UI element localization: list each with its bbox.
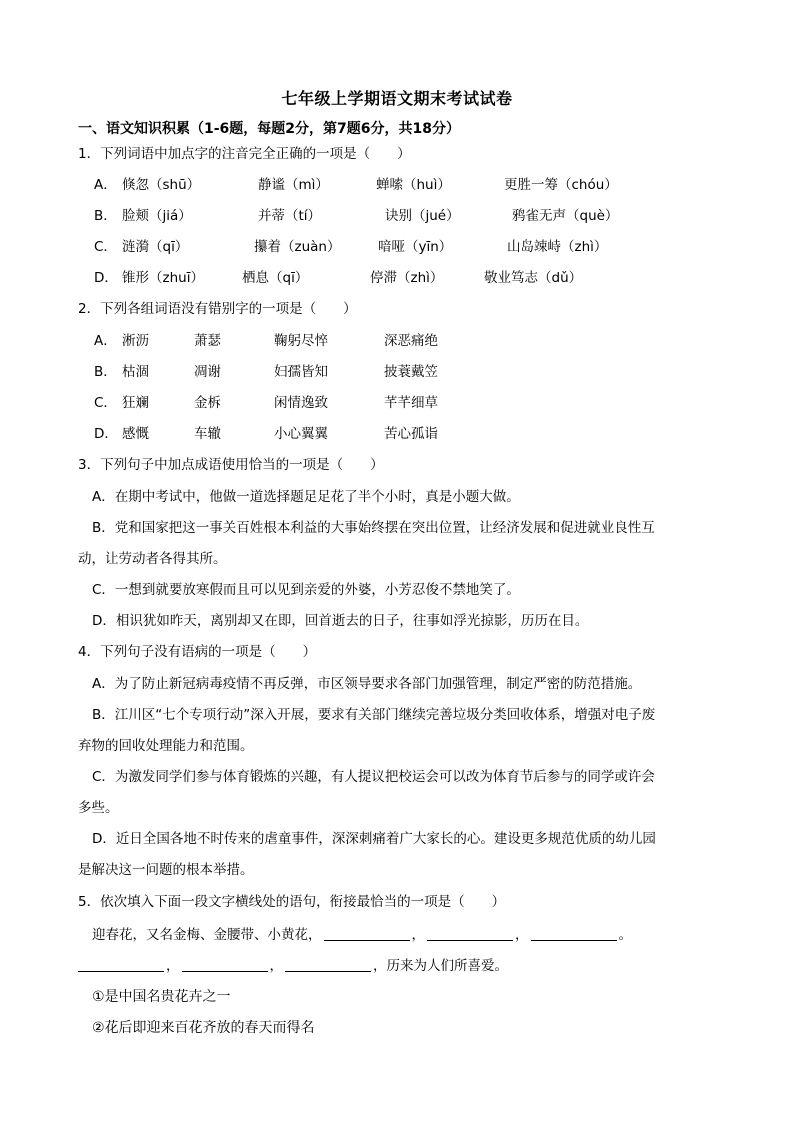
question-4-option-b: B．江川区“七个专项行动”深入开展，要求有关部门继续完善垃圾分类回收体系，增强对电子废 [92,707,656,723]
option-item: 狂斓 [122,395,149,411]
question-5-passage-line-2 [78,956,508,976]
option-item: 锥形（zhuī） [122,270,204,286]
question-4-option-d-cont: 是解决这一问题的根本举措。 [78,862,254,878]
option-label: D． [94,426,118,442]
question-4-option-b-cont: 弃物的回收处理能力和范围。 [78,738,254,754]
option-item: 诀别（jué） [385,208,460,224]
option-item: 喑哑（yīn） [378,239,453,255]
comma: ， [166,958,180,974]
question-3-option-b-cont: 动，让劳动者各得其所。 [78,551,227,567]
question-4-option-c-cont: 多些。 [78,800,119,816]
question-4-stem: 4．下列句子没有语病的一项是（ ） [78,644,317,660]
option-label: B． [94,208,117,224]
option-item: 脸颊（jiá） [122,208,192,224]
question-3-option-a: A．在期中考试中，他做一道选择题足足花了半个小时，真是小题大做。 [92,489,520,505]
option-label: B． [94,364,117,380]
option-item: 车辙 [194,426,221,442]
option-item: 披蓑戴笠 [384,364,438,380]
option-item: 静谧（mì） [258,177,329,193]
option-item: 鞠躬尽悴 [274,333,328,349]
question-1-stem: 1．下列词语中加点字的注音完全正确的一项是（ ） [78,146,411,162]
option-item: 金柝 [194,395,221,411]
option-item: 妇孺皆知 [274,364,328,380]
option-item: 闲情逸致 [274,395,328,411]
option-label: A． [94,177,117,193]
option-item: 更胜一筹（chóu） [504,177,618,193]
option-item: 山岛竦峙（zhì） [507,239,608,255]
option-item: 芊芊细草 [384,395,438,411]
passage-text: 迎春花，又名金梅、金腰带、小黄花， [92,927,322,943]
option-label: C． [94,239,117,255]
question-4-option-d: D．近日全国各地不时传来的虐童事件，深深刺痛着广大家长的心。建设更多规范优质的幼儿园 [92,831,656,847]
comma: ， [269,958,283,974]
question-3-option-c: C．一想到就要放寒假而且可以见到亲爱的外婆，小芳忍俊不禁地笑了。 [92,582,520,598]
option-item: 感慨 [122,426,149,442]
option-item: 停滞（zhì） [370,270,444,286]
fill-blank[interactable] [285,957,371,972]
passage-text: ，历来为人们所喜爱。 [373,958,508,974]
option-item: 萧瑟 [194,333,221,349]
option-item: 栖息（qī） [242,270,309,286]
fill-blank[interactable] [324,926,410,941]
option-item: 苦心孤诣 [384,426,438,442]
option-label: D． [94,270,118,286]
question-5-item-2: ②花后即迎来百花齐放的春天而得名 [92,1020,315,1036]
option-item: 倏忽（shū） [122,177,201,193]
question-3-option-d: D．相识犹如昨天，离别却又在即，回首逝去的日子，往事如浮光掠影，历历在目。 [92,613,589,629]
option-item: 深恶痛绝 [384,333,438,349]
option-label: A． [94,333,117,349]
comma: ， [411,927,425,943]
option-item: 涟漪（qī） [122,239,189,255]
question-3-option-b: B．党和国家把这一事关百姓根本利益的大事始终摆在突出位置，让经济发展和促进就业良性互 [92,520,655,536]
question-4-option-a: A．为了防止新冠病毒疫情不再反弹，市区领导要求各部门加强管理，制定严密的防范措施。 [92,676,642,692]
option-item: 蝉嗦（huì） [376,177,451,193]
section-heading: 一、语文知识积累（1-6题，每题2分，第7题6分，共18分） [78,121,460,137]
question-5-item-1: ①是中国名贵花卉之一 [92,989,231,1005]
fill-blank[interactable] [427,926,513,941]
fill-blank[interactable] [78,957,164,972]
question-2-stem: 2．下列各组词语没有错别字的一项是（ ） [78,301,357,317]
period: 。 [618,927,632,943]
fill-blank[interactable] [531,926,617,941]
option-item: 枯涸 [122,364,149,380]
option-item: 并蒂（tí） [258,208,322,224]
comma: ， [515,927,529,943]
page-title: 七年级上学期语文期末考试试卷 [281,89,513,108]
question-5-stem: 5．依次填入下面一段文字横线处的语句，衔接最恰当的一项是（ ） [78,894,506,910]
option-item: 攥着（zuàn） [254,239,341,255]
option-item: 淅沥 [122,333,149,349]
option-item: 鸦雀无声（què） [512,208,619,224]
option-label: C． [94,395,117,411]
question-3-stem: 3．下列句子中加点成语使用恰当的一项是（ ） [78,457,384,473]
option-item: 凋谢 [194,364,221,380]
fill-blank[interactable] [182,957,268,972]
option-item: 小心翼翼 [274,426,328,442]
option-item: 敬业笃志（dǔ） [484,270,583,286]
question-5-passage-line-1 [92,925,632,945]
question-4-option-c: C．为激发同学们参与体育锻炼的兴趣，有人提议把校运会可以改为体育节后参与的同学或许会 [92,769,655,785]
